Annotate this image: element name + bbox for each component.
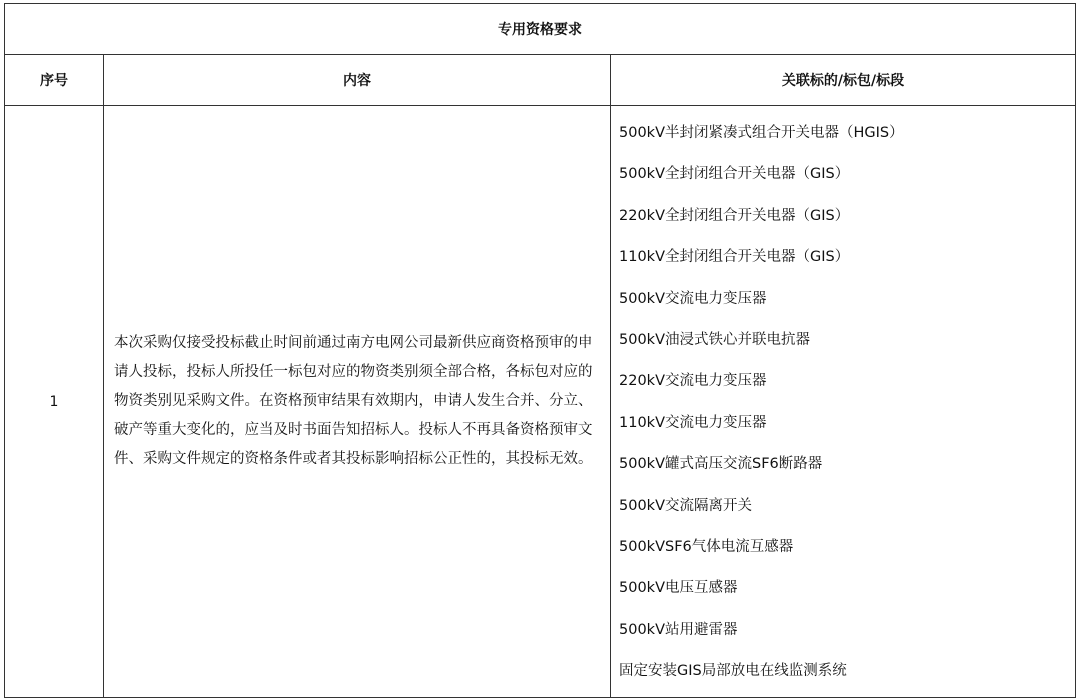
list-item: 220kV交流电力变压器	[619, 373, 767, 390]
list-item: 500kV半封闭紧凑式组合开关电器（HGIS）	[619, 125, 904, 141]
list-item: 500kV油浸式铁心并联电抗器	[619, 331, 810, 348]
row-content: 本次采购仅接受投标截止时间前通过南方电网公司最新供应商资格预审的申请人投标，投标人所投任一标包对应的物资类别须全部合格，各标包对应的物资类别见采购文件。在资格预审结果有效期内，申请人发生合并、分立、破产等重大变化的，应当及时书面告知招标人。投标人不再具备资格预审文件、采购文件规定的资格条件或者其投标影响招标公正性的，其投标无效。	[104, 106, 611, 698]
header-content: 内容	[104, 55, 611, 106]
qualification-table	[4, 3, 1076, 698]
table-row	[5, 106, 1076, 698]
list-item: 220kV全封闭组合开关电器（GIS）	[619, 207, 850, 224]
list-item: 固定安装GIS局部放电在线监测系统	[619, 663, 847, 680]
list-item: 500kV全封闭组合开关电器（GIS）	[619, 166, 850, 183]
header-seq: 序号	[5, 55, 104, 106]
row-seq: 1	[5, 106, 104, 698]
table-title: 专用资格要求	[5, 4, 1076, 55]
related-items-list	[619, 118, 1075, 697]
list-item: 500kV罐式高压交流SF6断路器	[619, 456, 823, 473]
list-item: 500kV交流隔离开关	[619, 497, 752, 514]
list-item: 110kV交流电力变压器	[619, 414, 767, 431]
title-row	[5, 4, 1076, 55]
list-item: 500kVSF6气体电流互感器	[619, 538, 794, 555]
list-item: 500kV交流电力变压器	[619, 290, 767, 307]
header-row	[5, 55, 1076, 106]
header-related: 关联标的/标包/标段	[611, 55, 1076, 106]
list-item: 500kV电压互感器	[619, 580, 738, 597]
list-item: 500kV站用避雷器	[619, 621, 738, 638]
row-related-items	[611, 106, 1076, 698]
list-item: 110kV全封闭组合开关电器（GIS）	[619, 249, 850, 266]
